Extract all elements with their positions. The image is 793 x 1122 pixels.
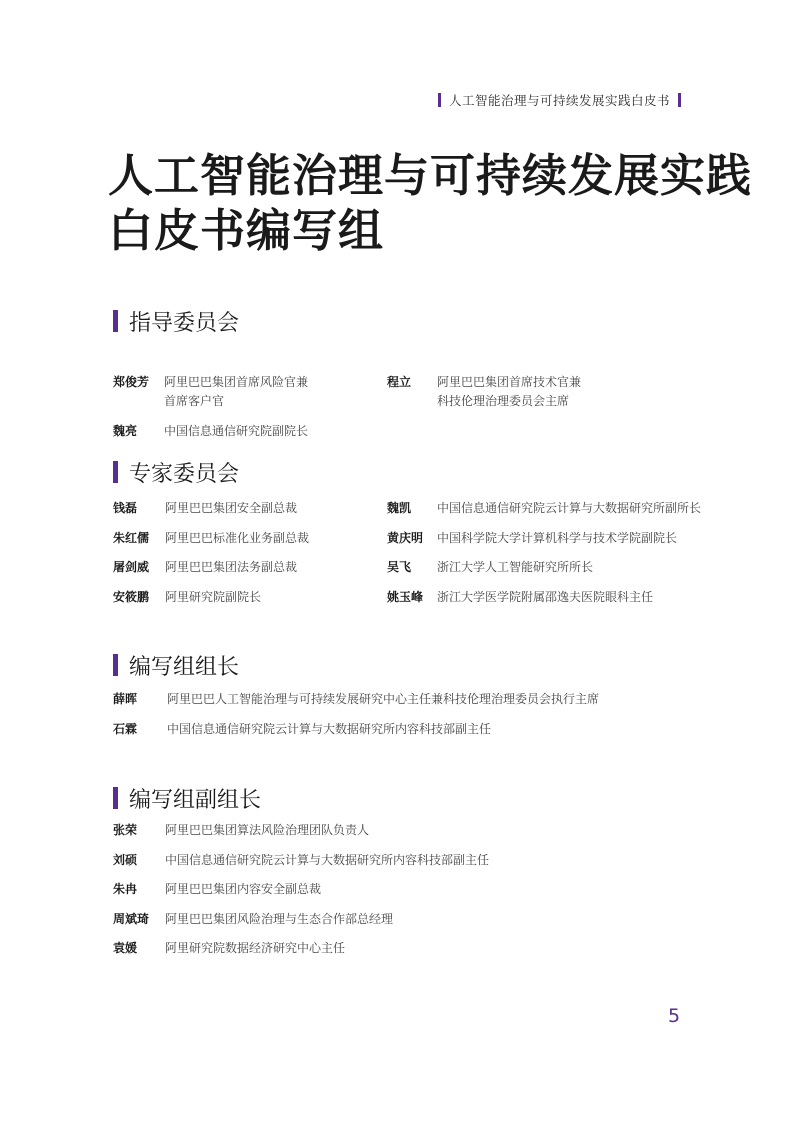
list-item [113,499,387,529]
member-name: 吴飞 [387,560,412,574]
running-header [438,90,681,110]
section-group-leaders [113,651,753,749]
role-line: 阿里巴巴集团首席风险官兼 [164,375,309,389]
member-name: 屠剑威 [113,560,150,574]
heading-accent-bar [113,787,118,809]
member-name: 朱红儒 [113,530,150,545]
list-item [387,373,581,411]
member-name: 刘硕 [113,852,138,867]
list-item [113,422,308,441]
expert-member-columns [113,499,753,617]
member-role: 中国信息通信研究院云计算与大数据研究所内容科技部副主任 [165,852,490,867]
member-name: 周斌琦 [113,911,150,926]
member-role: 阿里研究院数据经济研究中心主任 [165,941,346,955]
section-heading [113,784,753,812]
member-role: 阿里研究院副院长 [165,589,262,604]
heading-accent-bar [113,654,118,676]
member-name: 薛晖 [113,692,138,706]
list-item [113,373,308,411]
expert-column-right [387,499,701,617]
header-right-bar [678,93,681,107]
member-role: 阿里巴巴人工智能治理与可持续发展研究中心主任兼科技伦理治理委员会执行主席 [167,692,600,706]
member-name: 程立 [387,375,412,389]
list-item [113,588,387,618]
section-heading [113,458,753,486]
member-role: 阿里巴巴集团风险治理与生态合作部总经理 [165,911,394,926]
list-item [113,558,387,588]
guidance-member-list [113,335,753,438]
member-name: 安筱鹏 [113,589,150,604]
member-name: 袁媛 [113,941,138,955]
list-item [113,939,753,969]
list-item [113,851,753,881]
member-role: 阿里巴巴集团内容安全副总裁 [165,882,322,896]
list-item [113,910,753,940]
title-line-1: 人工智能治理与可持续发展实践 [108,149,753,202]
member-name: 魏亮 [113,424,138,438]
member-role: 阿里巴巴集团算法风险治理团队负责人 [165,823,370,837]
section-heading [113,307,753,335]
list-item [387,499,701,529]
heading-text: 编写组副组长 [129,787,262,813]
member-role: 阿里巴巴集团法务副总裁 [165,560,298,574]
list-item [387,558,701,588]
list-item [113,529,387,559]
member-role: 阿里巴巴集团安全副总裁 [165,501,298,515]
header-left-bar [438,93,441,107]
heading-text: 指导委员会 [129,310,240,336]
member-name: 黄庆明 [387,530,424,545]
page-number: 5 [668,1005,681,1027]
member-role: 浙江大学人工智能研究所所长 [437,560,594,574]
list-item [113,880,753,910]
list-item [113,690,753,720]
section-heading [113,651,753,679]
expert-column-left [113,499,387,617]
member-role [437,373,581,411]
running-header-text: 人工智能治理与可持续发展实践白皮书 [449,93,671,108]
list-item [113,720,753,750]
member-role: 中国信息通信研究院副院长 [164,424,309,438]
list-item [387,588,701,618]
member-role: 中国科学院大学计算机科学与技术学院副院长 [437,530,678,545]
leader-member-list [113,690,753,749]
member-role: 中国信息通信研究院云计算与大数据研究所副所长 [437,501,702,515]
role-line: 阿里巴巴集团首席技术官兼 [437,375,582,389]
deputy-member-list [113,821,753,969]
heading-accent-bar [113,461,118,483]
member-name: 张荣 [113,823,138,837]
role-line: 科技伦理治理委员会主席 [437,394,570,408]
section-guidance-committee [113,307,753,438]
member-name: 朱冉 [113,882,138,896]
member-role: 浙江大学医学院附属邵逸夫医院眼科主任 [437,589,654,604]
title-line-2: 白皮书编写组 [108,204,385,257]
list-item [387,529,701,559]
heading-accent-bar [113,310,118,332]
member-name: 石霖 [113,721,138,736]
member-name: 钱磊 [113,501,138,515]
member-role [164,373,308,411]
member-name: 魏凯 [387,501,412,515]
member-role: 阿里巴巴标准化业务副总裁 [165,530,310,545]
member-role: 中国信息通信研究院云计算与大数据研究所内容科技部副主任 [167,721,492,736]
page-title [108,148,768,258]
heading-text: 编写组组长 [129,654,240,680]
section-expert-committee [113,458,753,617]
section-group-deputy-leaders [113,784,753,969]
role-line: 首席客户官 [164,394,225,408]
member-name: 郑俊芳 [113,375,150,389]
member-name: 姚玉峰 [387,589,424,604]
list-item [113,821,753,851]
heading-text: 专家委员会 [129,461,240,487]
